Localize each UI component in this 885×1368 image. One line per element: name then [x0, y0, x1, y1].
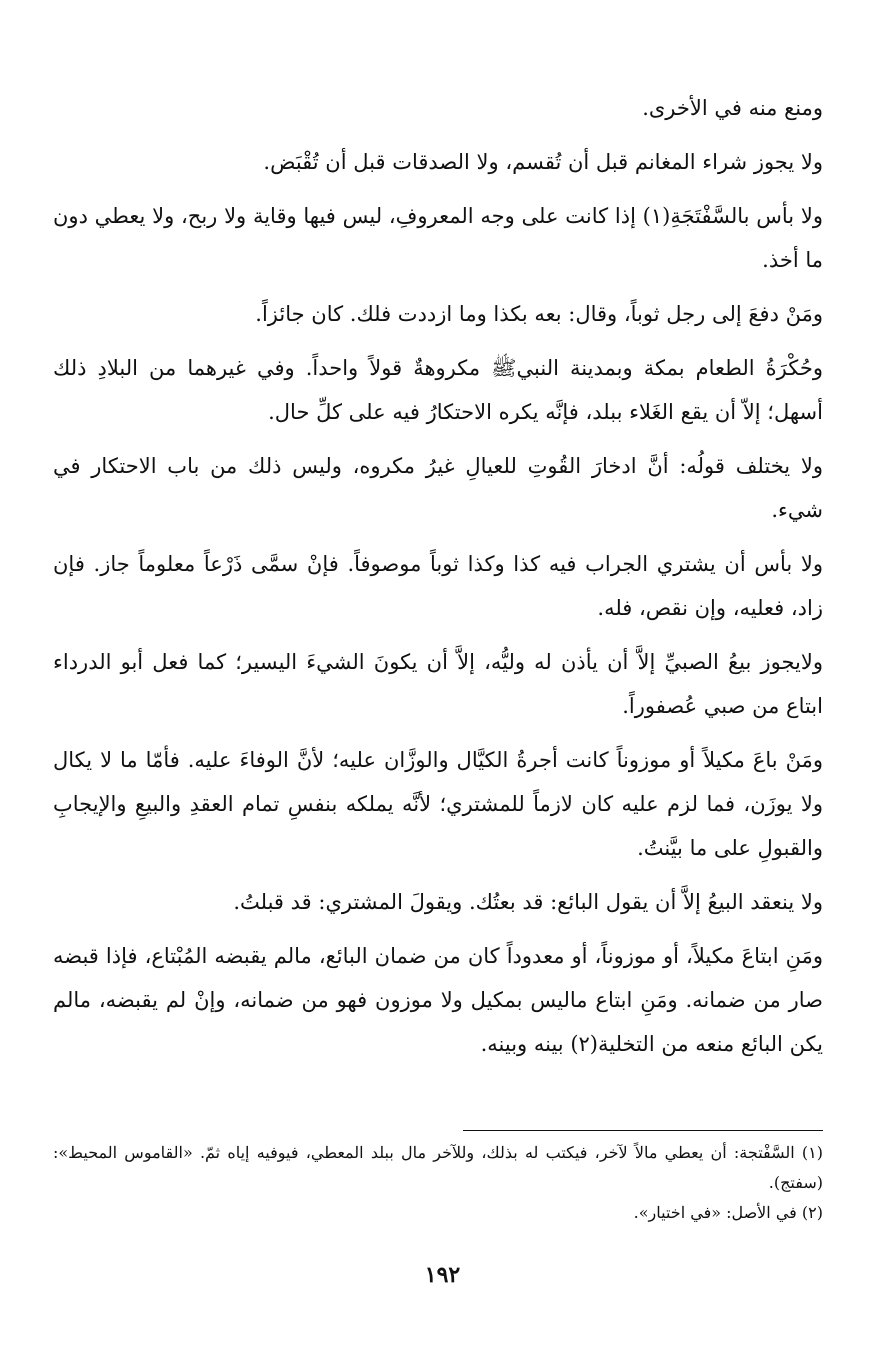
body-text [53, 86, 823, 1076]
footnote: (٢) في الأصل: «في اختيار». [633, 1203, 823, 1222]
paragraph: ولا بأس بالسَّفْتَجَةِ(١) إذا كانت على وجه المعروفِ، ليس فيها وقاية ولا ربح، ولا يعطي دون ما أخذ. [53, 204, 823, 272]
footnote-divider [463, 1130, 823, 1131]
footnote: (١) السَّفْتجة: أن يعطي مالاً لآخر، فيكتب له بذلك، وللآخر مال ببلد المعطي، فيوفيه إياه ثمّ. «القاموس المحيط»: (سفتج). [53, 1143, 823, 1192]
paragraph: ومنع منه في الأخرى. [642, 96, 823, 120]
paragraph: ولا يجوز شراء المغانم قبل أن تُقسم، ولا الصدقات قبل أن تُقْبَض. [263, 150, 823, 174]
page-number: ١٩٢ [424, 1262, 461, 1288]
paragraph: ومَنْ باعَ مكيلاً أو موزوناً كانت أجرةُ الكيَّال والوزَّان عليه؛ لأنَّ الوفاءَ عليه. فأمّا ما لا يكال ولا يوزَن، فما لزم عليه كان لازماً للمشتري؛ لأنَّه يملكه بنفسِ تمام العقدِ والبيعِ والإيجابِ والقبولِ على ما بيَّنتُ. [53, 748, 823, 860]
paragraph: ولا ينعقد البيعُ إلاَّ أن يقول البائع: قد بعتُك. ويقولَ المشتري: قد قبلتُ. [233, 890, 823, 914]
footnotes [53, 1138, 823, 1228]
paragraph: وحُكْرَةُ الطعام بمكة وبمدينة النبيﷺ مكروهةٌ قولاً واحداً. وفي غيرهما من البلادِ ذلك أسهل؛ إلاّ أن يقع الغَلاء ببلد، فإنَّه يكره الاحتكارُ فيه على كلِّ حال. [53, 356, 823, 424]
paragraph: ولا بأس أن يشتري الجراب فيه كذا وكذا ثوباً موصوفاً. فإنْ سمَّى ذَرْعاً معلوماً جاز. فإن زاد، فعليه، وإن نقص، فله. [53, 552, 823, 620]
paragraph: ولا يختلف قولُه: أنَّ ادخارَ القُوتِ للعيالِ غيرُ مكروه، وليس ذلك من باب الاحتكار في شيء. [53, 454, 823, 522]
paragraph: ولايجوز بيعُ الصبيِّ إلاَّ أن يأذن له وليُّه، إلاَّ أن يكونَ الشيءَ اليسير؛ كما فعل أبو الدرداء ابتاع من صبي عُصفوراً. [53, 650, 823, 718]
paragraph: ومَنْ دفعَ إلى رجل ثوباً، وقال: بعه بكذا وما ازددت فلك. كان جائزاً. [255, 302, 823, 326]
paragraph: ومَنِ ابتاعَ مكيلاً، أو موزوناً، أو معدوداً كان من ضمان البائع، مالم يقبضه المُبْتاع، فإذا قبضه صار من ضمانه. ومَنِ ابتاع ماليس بمكيل ولا موزون فهو من ضمانه، وإنْ لم يقبضه، مالم يكن البائع منعه من التخلية(٢) بينه وبينه. [53, 944, 823, 1056]
